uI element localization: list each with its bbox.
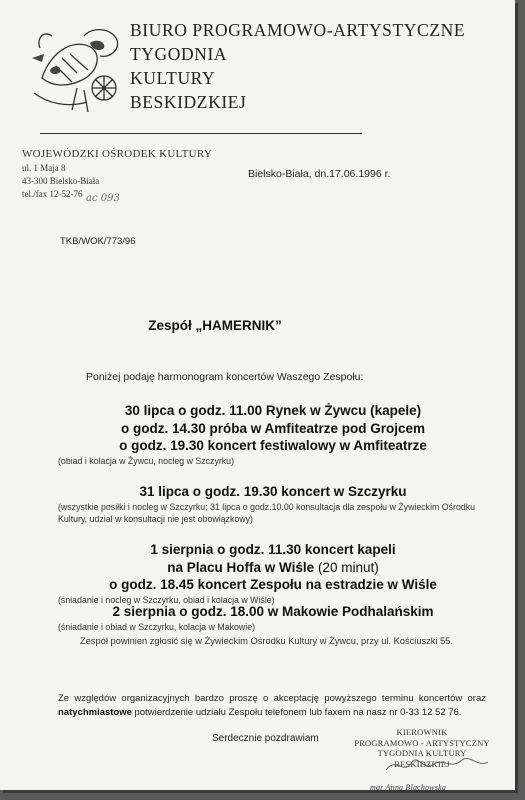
organization-name: [130, 18, 465, 114]
schedule-note: (śniadanie i nocleg w Szczyrku, obiad i kolacja w Wiśle): [58, 594, 275, 605]
schedule-line: o godz. 19.30 koncert festiwalowy w Amfiteatrze: [119, 438, 427, 453]
schedule-note: (obiad i kolacja w Żywcu, nocleg w Szczyrku): [58, 455, 234, 466]
schedule-day-2: [58, 483, 488, 525]
schedule-line-extra: (20 minut): [314, 559, 379, 575]
sender-address-line: 43-300 Bielsko-Biała: [22, 176, 100, 186]
greeting: Serdecznie pozdrawiam: [212, 733, 319, 744]
meeting-instruction: Zespół powinien zgłosić się w Żywieckim Ośrodku Kultury w Żywcu, przy ul. Kościuszki 55.: [80, 635, 454, 646]
signatory-name: mgr Anna Blachowska: [370, 783, 447, 792]
schedule-line: o godz. 18.45 koncert Zespołu na estradzie w Wiśle: [109, 577, 437, 592]
schedule-day-3: [58, 541, 488, 606]
handwritten-note: ac 093: [86, 193, 120, 204]
stamp-line: PROGRAMOWO - ARTYSTYCZNY: [354, 737, 490, 748]
schedule-line: 31 lipca o godz. 19.30 koncert w Szczyrku: [139, 484, 407, 499]
sender-address-line: ul. 1 Maja 8: [22, 163, 66, 173]
schedule-line: o godz. 14.30 próba w Amfiteatrze pod Grojcem: [120, 420, 426, 436]
schedule-day-4: [58, 603, 488, 647]
organization-name-line: TYGODNIA: [130, 44, 228, 64]
schedule-line: [58, 559, 488, 577]
closing-text: potwierdzenie udziału Zespołu telefonem lub faxem na nasz nr 0-33 12 52 76.: [131, 707, 462, 718]
schedule-line-main: na Placu Hoffa w Wiśle: [167, 559, 315, 575]
date-line: Bielsko-Biała, dn.17.06.1996 r.: [248, 168, 391, 180]
sender-title: WOJEWÓDZKI OŚRODEK KULTURY: [22, 148, 213, 160]
organization-name-line: KULTURY: [130, 68, 216, 88]
letter-subject: Zespół „HAMERNIK”: [148, 318, 282, 333]
schedule-line: 2 sierpnia o godz. 18.00 w Makowie Podhalańskim: [112, 604, 434, 619]
sender-address-line: tel./fax 12-52-76: [22, 189, 83, 199]
closing-text: Ze względów organizacyjnych bardzo proszę o akceptację powyższego terminu koncertów oraz: [58, 693, 486, 704]
schedule-line: 1 sierpnia o godz. 11.30 koncert kapeli: [150, 542, 396, 557]
organization-name-line: BIURO PROGRAMOWO-ARTYSTYCZNE: [130, 20, 466, 40]
schedule-day-1: [58, 402, 488, 467]
signature-icon: [382, 752, 492, 778]
intro-text: Poniżej podaję harmonogram koncertów Waszego Zespołu:: [86, 371, 364, 383]
schedule-note: (śniadanie i obiad w Szczyrku, kolacja w Makowie): [58, 621, 256, 632]
reference-number: TKB/WOK/773/96: [60, 236, 136, 247]
stamp-line: KIEROWNIK: [396, 727, 448, 737]
stamp-line: TYGODNIA KULTURY BESKIDZKIEJ: [377, 748, 467, 769]
closing-paragraph: [58, 692, 486, 720]
closing-emphasis: natychmiastowe: [58, 707, 132, 718]
schedule-note: (wszystkie posiłki i nocleg w Szczyrku; 31 lipca o godz.10.00 konsultacja dla zespołu w Żywieckim Ośrodku Kultury, udział w konsultacji nie jest obowiązkowy): [58, 501, 476, 524]
header-divider: [40, 133, 362, 134]
organization-name-line: BESKIDZKIEJ: [130, 92, 247, 112]
folk-dancers-logo-icon: [22, 18, 132, 118]
schedule-line: 30 lipca o godz. 11.00 Rynek w Żywcu (kapele): [124, 403, 422, 418]
